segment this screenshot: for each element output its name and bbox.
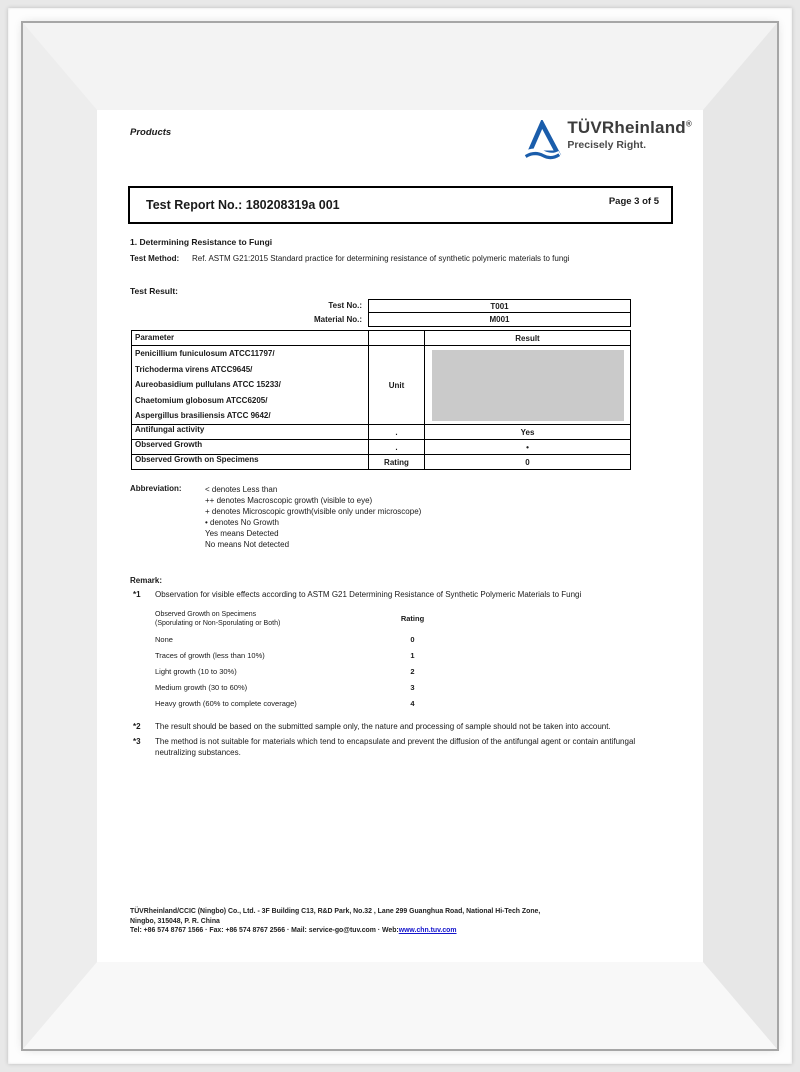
rating-desc: None (155, 634, 173, 644)
rating-header: Rating (400, 614, 425, 623)
material-no-label: Material No.: (313, 315, 362, 324)
tuv-triangle-icon (522, 120, 562, 162)
abbreviation-line: Yes means Detected (205, 529, 279, 538)
rating-row-traces (155, 648, 445, 664)
redacted-result-cell (425, 346, 630, 424)
fungi-strain: Penicillium funiculosum ATCC11797/ (135, 349, 275, 358)
unit-cell: Unit (369, 346, 425, 424)
rating-scale-table (155, 610, 445, 712)
logo-tagline: Precisely Right. (567, 139, 647, 151)
meta-row-test-no (131, 299, 631, 313)
table-row-observed-growth (132, 439, 630, 454)
remark-item-1 (133, 590, 660, 601)
registered-mark: ® (685, 119, 692, 129)
result-cell: • (526, 442, 529, 452)
picture-frame-mat (23, 23, 777, 1049)
remark-item-2 (133, 722, 660, 733)
result-cell: Yes (520, 427, 535, 437)
rating-desc: Medium growth (30 to 60%) (155, 682, 248, 692)
material-no-value: M001 (368, 313, 631, 327)
result-table-block (131, 299, 631, 470)
report-number-box (128, 186, 673, 224)
abbreviation-line: No means Not detected (205, 540, 290, 549)
meta-row-material-no (131, 313, 631, 327)
rating-table-header (155, 610, 445, 628)
fungi-strain: Aureobasidium pullulans ATCC 15233/ (135, 380, 281, 390)
abbreviation-block (130, 484, 421, 550)
page-indicator: Page 3 of 5 (608, 196, 659, 207)
parameter-cell: Antifungal activity (132, 425, 369, 439)
unit-cell: . (369, 440, 425, 454)
rating-row-none (155, 632, 445, 648)
unit-cell: . (369, 425, 425, 439)
footer-address-block (130, 907, 540, 936)
fungi-strains-row (132, 345, 630, 424)
result-header: Result (515, 333, 540, 343)
fungi-strain: Chaetomium globosum ATCC6205/ (135, 395, 268, 405)
remark-text: The method is not suitable for materials which tend to encapsulate and prevent the diffusion of the antifungal agent or contain antifungal neutralizing substances. (155, 737, 636, 757)
parameter-cell: Observed Growth on Specimens (132, 455, 369, 469)
footer-web-link[interactable]: www.chn.tuv.com (398, 927, 457, 935)
abbreviation-line: • denotes No Growth (205, 518, 279, 527)
remark-item-3 (133, 737, 660, 758)
rating-value: 4 (410, 698, 415, 708)
rating-row-heavy (155, 696, 445, 712)
test-no-value: T001 (368, 299, 631, 313)
rating-desc-header-line1: Observed Growth on Specimens (155, 610, 257, 618)
table-row-observed-growth-specimens (132, 454, 630, 469)
result-table (131, 330, 631, 470)
rating-value: 1 (410, 650, 415, 660)
section-heading: 1. Determining Resistance to Fungi (130, 237, 273, 247)
remark-marker: *1 (133, 590, 141, 599)
test-result-label: Test Result: (130, 286, 179, 296)
footer-line-3 (130, 926, 540, 936)
abbreviation-lines (205, 484, 421, 550)
middle-header (369, 331, 425, 345)
test-method-label: Test Method: (130, 254, 180, 263)
abbreviation-line: ++ denotes Macroscopic growth (visible to eye) (205, 496, 373, 505)
rating-value: 0 (410, 634, 415, 644)
abbreviation-line: + denotes Microscopic growth(visible only under microscope) (205, 507, 422, 516)
table-row-antifungal (132, 424, 630, 439)
rating-row-light (155, 664, 445, 680)
test-method-row (130, 254, 600, 264)
remark-marker: *2 (133, 721, 141, 731)
brand-wordmark: TÜVRheinland (567, 118, 686, 137)
parameter-cell: Observed Growth (132, 440, 369, 454)
test-method-text: Ref. ASTM G21:2015 Standard practice for determining resistance of synthetic polymeric materials to fungi (192, 254, 570, 263)
rating-desc: Light growth (10 to 30%) (155, 666, 237, 676)
remark-text: The result should be based on the submitted sample only, the nature and processing of sample should not be taken into account. (155, 721, 611, 731)
table-header-row (132, 331, 630, 345)
tuv-rheinland-logo (522, 118, 692, 162)
abbreviation-line: < denotes Less than (205, 485, 278, 494)
fungi-strain-list (132, 346, 369, 424)
redacted-result-box (432, 350, 624, 421)
test-no-label: Test No.: (328, 301, 362, 310)
rating-desc-header-line2: (Sporulating or Non-Sporulating or Both) (155, 619, 281, 627)
footer-contact-text: Tel: +86 574 8767 1566 · Fax: +86 574 8767 2566 · Mail: service-go@tuv.com · Web: (130, 927, 399, 935)
remark-block (130, 576, 660, 758)
rating-desc: Heavy growth (60% to complete coverage) (155, 698, 297, 708)
remark-label: Remark: (130, 576, 163, 585)
rating-row-medium (155, 680, 445, 696)
footer-line-2: Ningbo, 315048, P. R. China (130, 917, 220, 925)
remark-marker: *3 (133, 737, 141, 746)
fungi-strain: Aspergillus brasiliensis ATCC 9642/ (135, 411, 271, 421)
parameter-header: Parameter (132, 331, 369, 345)
rating-value: 3 (410, 682, 415, 692)
rating-desc-header (155, 610, 385, 628)
footer-line-1: TÜVRheinland/CCIC (Ningbo) Co., Ltd. - 3F Building C13, R&D Park, No.32 , Lane 299 Guanghua Road, National Hi-Tech Zone, (130, 908, 541, 915)
abbreviation-label: Abbreviation: (130, 484, 182, 493)
rating-cell: Rating (369, 455, 425, 469)
logo-brand-name (567, 118, 692, 138)
remark-text: Observation for visible effects according to ASTM G21 Determining Resistance of Synthetic Polymeric Materials to Fungi (155, 590, 582, 599)
rating-desc: Traces of growth (less than 10%) (155, 650, 265, 660)
result-cell: 0 (525, 457, 530, 467)
test-report-page (97, 110, 703, 962)
logo-text (567, 118, 692, 151)
report-number-title: Test Report No.: 180208319a 001 (146, 198, 340, 212)
rating-value: 2 (410, 666, 415, 676)
fungi-strain: Trichoderma virens ATCC9645/ (135, 364, 253, 374)
products-label: Products (130, 127, 172, 138)
